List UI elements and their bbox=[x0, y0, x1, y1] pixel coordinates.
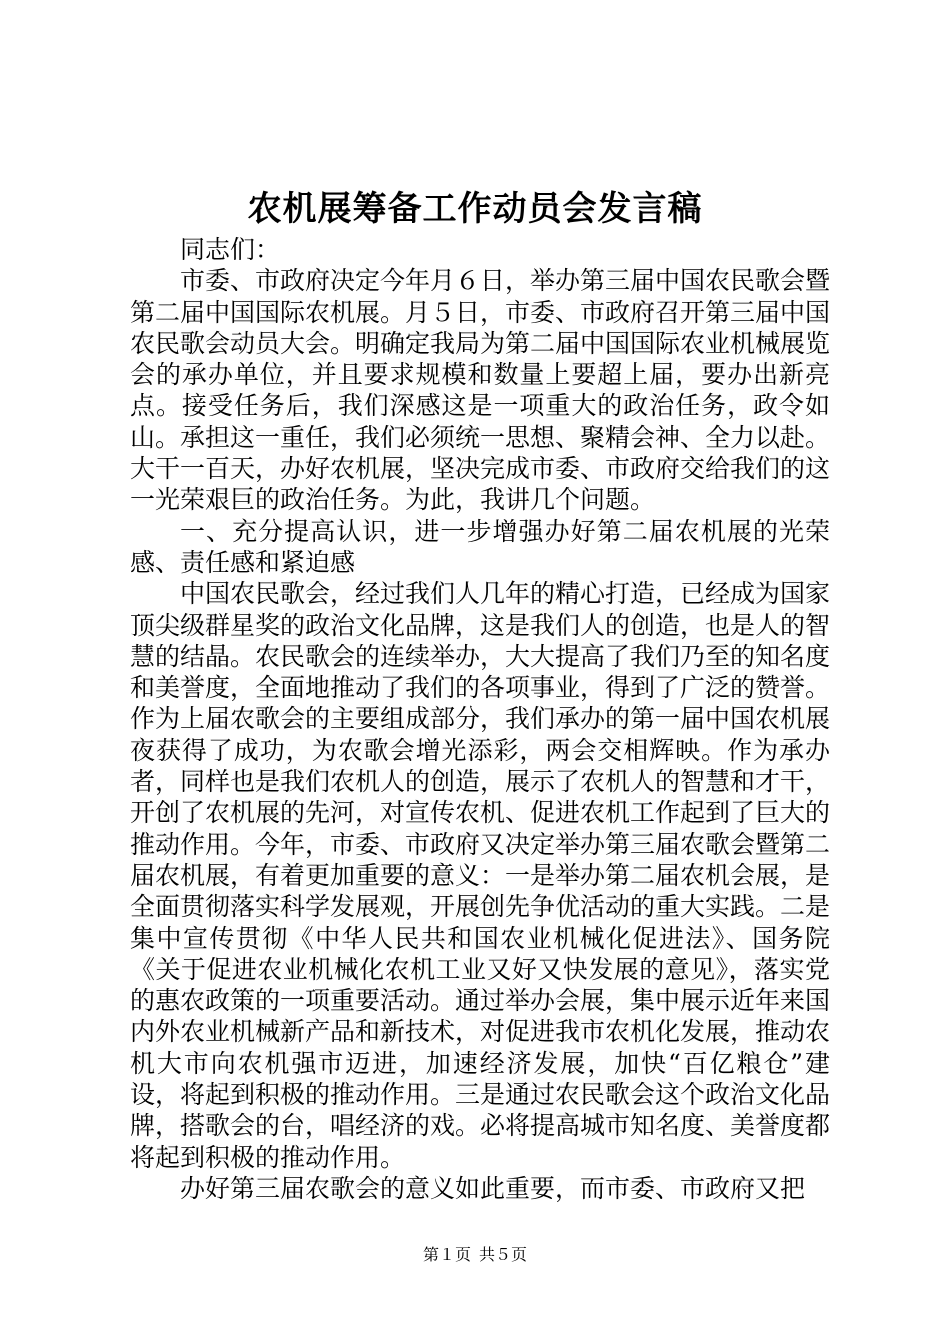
paragraph-significance: 中国农民歌会，经过我们人几年的精心打造，已经成为国家顶尖级群星奖的政治文化品牌，这是我们人的创造，也是人的智慧的结晶。农民歌会的连续举办，大大提高了我们乃至的知名度和美誉度，全面地推动了我们的各项事业，得到了广泛的赞誉。作为上届农歌会的主要组成部分，我们承办的第一届中国农机展夜获得了成功，为农歌会增光添彩，两会交相辉映。作为承办者，同样也是我们农机人的创造，展示了农机人的智慧和才干，开创了农机展的先河，对宣传农机、促进农机工作起到了巨大的推动作用。今年，市委、市政府又决定举办第三届农歌会暨第二届农机展，有着更加重要的意义：一是举办第二届农机会展，是全面贯彻落实科学发展观，开展创先争优活动的重大实践。二是集中宣传贯彻《中华人民共和国农业机械化促进法》、国务院《关于促进农业机械化农机工业又好又快发展的意见》，落实党的惠农政策的一项重要活动。通过举办会展，集中展示近年来国内外农业机械新产品和新技术，对促进我市农机化发展，推动农机大市向农机强市迈进，加速经济发展，加快“百亿粮仓”建设，将起到积极的推动作用。三是通过农民歌会这个政治文化品牌，搭歌会的台，唱经济的戏。必将提高城市知名度、美誉度都将起到积极的推动作用。 bbox=[130, 579, 831, 1172]
document-body bbox=[130, 234, 830, 1204]
section-heading-1: 一、充分提高认识，进一步增强办好第二届农机展的光荣感、责任感和紧迫感 bbox=[130, 516, 830, 577]
page-number: 第１页 bbox=[422, 1245, 471, 1264]
page-footer bbox=[0, 1244, 950, 1266]
document-title: 农机展筹备工作动员会发言稿 bbox=[247, 189, 703, 229]
paragraph-continued: 办好第三届农歌会的意义如此重要，而市委、市政府又把 bbox=[180, 1173, 806, 1203]
paragraph-intro: 市委、市政府决定今年月６日，举办第三届中国农民歌会暨第二届中国国际农机展。月５日，市委、市政府召开第三届中国农民歌会动员大会。明确定我局为第二届中国国际农业机械展览会的承办单位，并且要求规模和数量上要超上届，要办出新亮点。接受任务后，我们深感这是一项重大的政治任务，政令如山。承担这一重任，我们必须统一思想、聚精会神、全力以赴。大干一百天，办好农机展，坚决完成市委、市政府交给我们的这一光荣艰巨的政治任务。为此，我讲几个问题。 bbox=[130, 266, 831, 515]
page-total: 共５页 bbox=[479, 1245, 528, 1264]
salutation: 同志们： bbox=[180, 235, 281, 264]
